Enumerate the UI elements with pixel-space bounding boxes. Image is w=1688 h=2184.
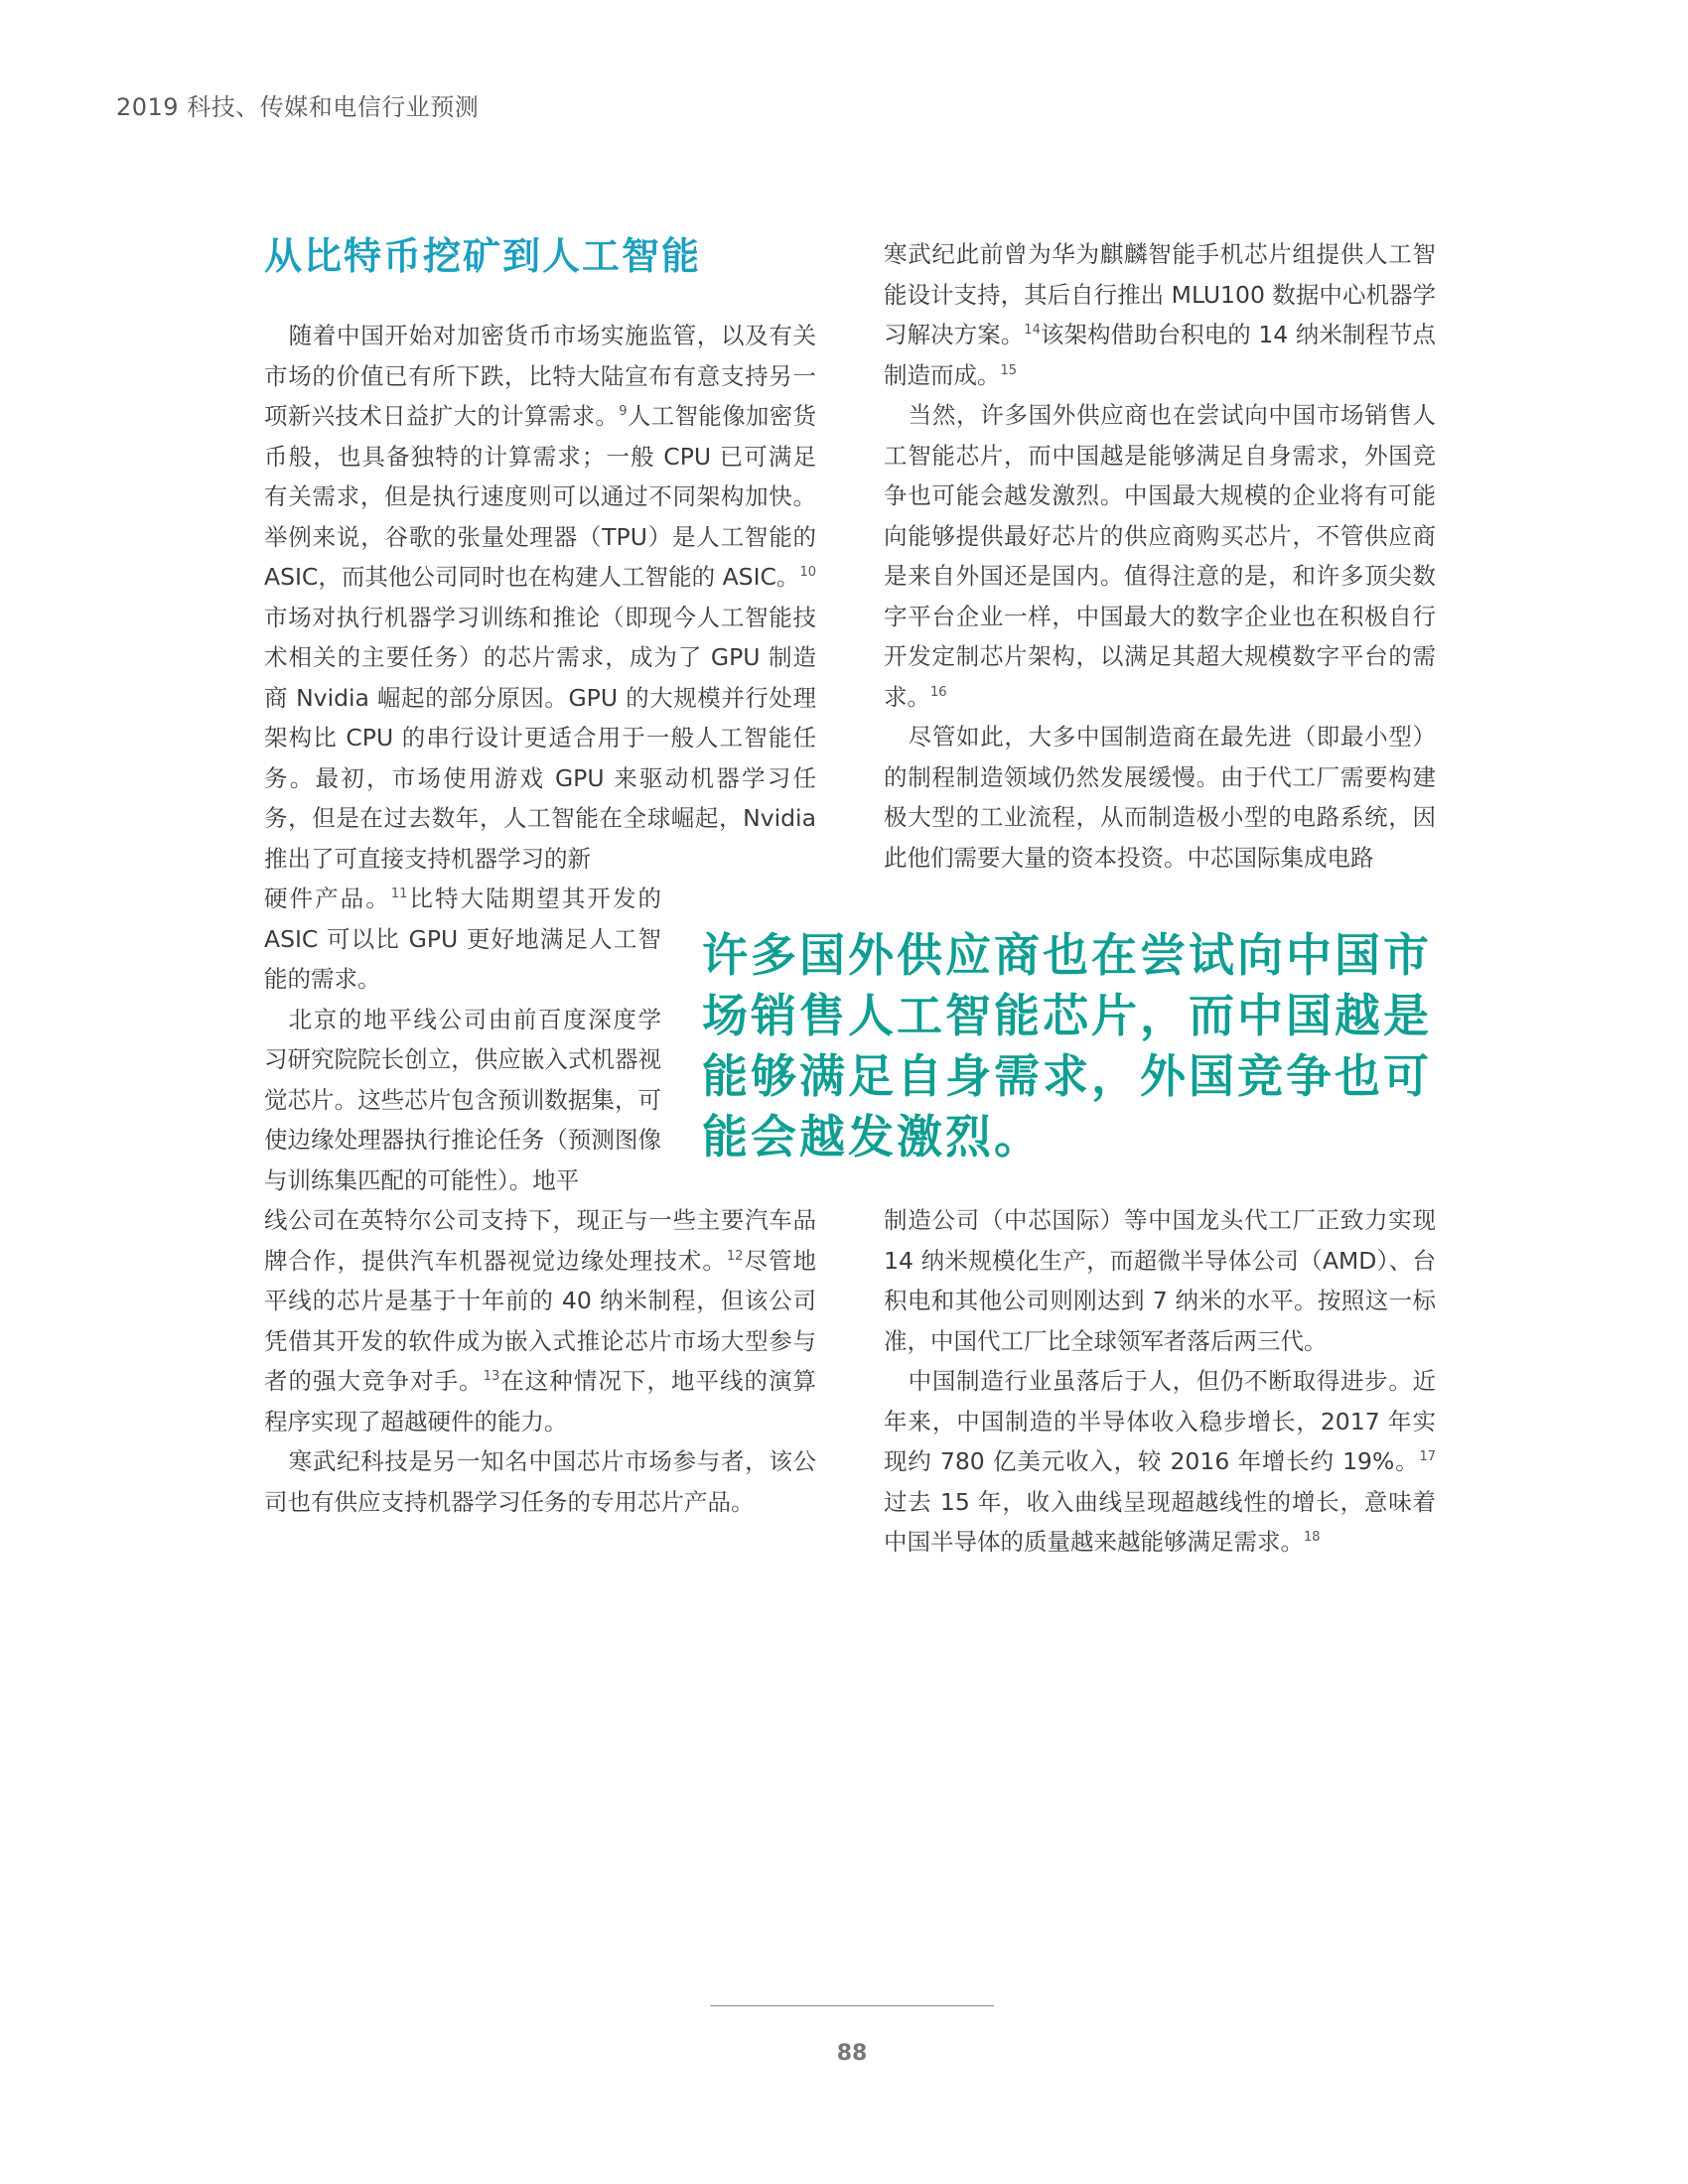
section-title: 从比特币挖矿到人工智能 [264, 234, 702, 278]
right-column-top [884, 234, 1436, 878]
paragraph-bitmain-continued: 硬件产品。$^{11}$比特大陆期望其开发的 ASIC 可以比 GPU 更好地满足人工智能的需求。 [264, 885, 662, 993]
footnote-ref: 9 [619, 404, 628, 419]
paragraph-cambricon-continued: 寒武纪此前曾为华为麒麟智能手机芯片组提供人工智能设计支持，其后自行推出 MLU100 数据中心机器学习解决方案。$^{14}$该架构借助台积电的 14 纳米制程节点制造而成。$^{15}$ [884, 240, 1437, 389]
paragraph-foreign-suppliers: 当然，许多国外供应商也在尝试向中国市场销售人工智能芯片，而中国越是能够满足自身需求，外国竞争也可能会越发激烈。中国最大规模的企业将有可能向能够提供最好芯片的供应商购买芯片，不管供应商是来自外国还是国内。值得注意的是，和许多顶尖数字平台企业一样，中国最大的数字企业也在积极自行开发定制芯片架构，以满足其超大规模数字平台的需求。$^{16}$ [884, 401, 1436, 711]
footnote-ref: 13 [483, 1369, 500, 1384]
paragraph-manufacturing-lag: 尽管如此，大多中国制造商在最先进（即最小型）的制程制造领域仍然发展缓慢。由于代工厂需要构建极大型的工业流程，从而制造极小型的电路系统，因此他们需要大量的资本投资。中芯国际集成电路 [884, 723, 1436, 872]
paragraph-cambricon: 寒武纪科技是另一知名中国芯片市场参与者，该公司也有供应支持机器学习任务的专用芯片产品。 [264, 1447, 816, 1516]
left-column-bottom [264, 1200, 816, 1522]
footer-divider [710, 2005, 994, 2006]
page-number: 88 [836, 2041, 868, 2066]
footnote-ref: 17 [1419, 1449, 1436, 1464]
paragraph-horizon-robotics: 北京的地平线公司由前百度深度学习研究院院长创立，供应嵌入式机器视觉芯片。这些芯片包含预训数据集，可使边缘处理器执行推论任务（预测图像与训练集匹配的可能性）。地平 [264, 1005, 661, 1194]
footnote-ref: 14 [1024, 323, 1041, 338]
left-column-top [264, 316, 816, 879]
footnote-ref: 11 [390, 887, 408, 901]
footnote-ref: 15 [1000, 362, 1018, 378]
paragraph-horizon-continued: 线公司在英特尔公司支持下，现正与一些主要汽车品牌合作，提供汽车机器视觉边缘处理技术。$^{12}$尽管地平线的芯片是基于十年前的 40 纳米制程，但该公司凭借其开发的软件成为嵌入式推论芯片市场大型参与者的强大竞争对手。$^{13}$在这种情况下，地平线的演算程序实现了超越硬件的能力。 [264, 1206, 817, 1435]
footnote-ref: 10 [799, 565, 816, 580]
paragraph-bitmain: 随着中国开始对加密货币市场实施监管，以及有关市场的价值已有所下跌，比特大陆宣布有意支持另一项新兴技术日益扩大的计算需求。$^9$人工智能像加密货币般，也具备独特的计算需求；一般 CPU 已可满足有关需求，但是执行速度则可以通过不同架构加快。举例来说，谷歌的张量处理器（TPU）是人工智能的 ASIC，而其他公司同时也在构建人工智能的 ASIC。$^{10}$市场对执行机器学习训练和推论（即现今人工智能技术相关的主要任务）的芯片需求，成为了 GPU 制造商 Nvidia 崛起的部分原因。GPU 的大规模并行处理架构比 CPU 的串行设计更适合用于一般人工智能任务。最初，市场使用游戏 GPU 来驱动机器学习任务，但是在过去数年，人工智能在全球崛起，Nvidia 推出了可直接支持机器学习的新 [264, 322, 817, 873]
pull-quote: 许多国外供应商也在尝试向中国市场销售人工智能芯片，而中国越是能够满足自身需求，外国竞争也可能会越发激烈。 [702, 928, 1432, 1163]
paragraph-progress: 中国制造行业虽落后于人，但仍不断取得进步。近年来，中国制造的半导体收入稳步增长，2017 年实现约 780 亿美元收入，较 2016 年增长约 19%。$^{17}$过去 15 年，收入曲线呈现超越线性的增长，意味着中国半导体的质量越来越能够满足需求。$^{18}$ [884, 1367, 1436, 1556]
footnote-ref: 16 [930, 684, 947, 700]
footnote-ref: 18 [1304, 1530, 1321, 1545]
left-column-middle [264, 879, 661, 1200]
right-column-bottom [884, 1200, 1436, 1563]
running-header: 2019 科技、传媒和电信行业预测 [116, 93, 480, 121]
footnote-ref: 12 [726, 1248, 744, 1264]
paragraph-manufacturing-continued: 制造公司（中芯国际）等中国龙头代工厂正致力实现 14 纳米规模化生产，而超微半导体公司（AMD）、台积电和其他公司则刚达到 7 纳米的水平。按照这一标准，中国代工厂比全球领军者落后两三代。 [884, 1206, 1436, 1355]
